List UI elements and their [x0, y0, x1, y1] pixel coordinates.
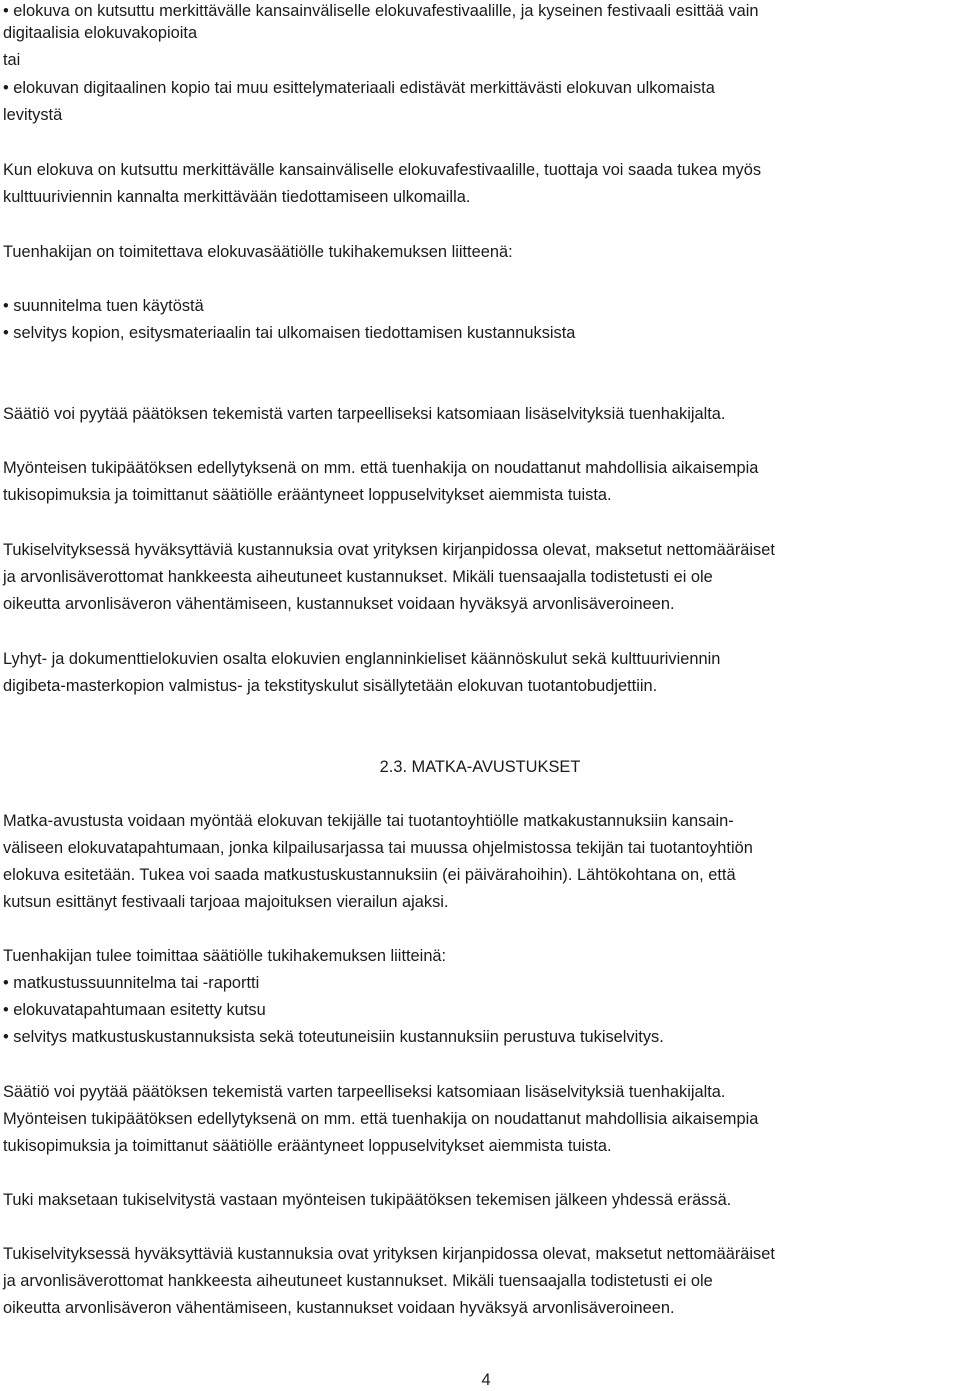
paragraph-line: väliseen elokuvatapahtumaan, jonka kilpailusarjassa tai muussa ohjelmistossa tekijän tai tuotantoyhtiön [3, 839, 753, 857]
paragraph-line: elokuva esitetään. Tukea voi saada matkustuskustannuksiin (ei päivärahoihin). Lähtökohtana on, että [3, 866, 736, 884]
paragraph-line: Lyhyt- ja dokumenttielokuvien osalta elokuvien englanninkieliset käännöskulut sekä kulttuuriviennin [3, 650, 721, 668]
paragraph-line: Tuenhakijan tulee toimittaa säätiölle tukihakemuksen liitteinä: [3, 947, 447, 965]
page-number: 4 [481, 1371, 491, 1389]
paragraph-line: Myönteisen tukipäätöksen edellytyksenä on mm. että tuenhakija on noudattanut mahdollisia aikaisempia [3, 459, 759, 477]
paragraph-line: kulttuuriviennin kannalta merkittävään tiedottamiseen ulkomailla. [3, 188, 471, 206]
bullet-item: • selvitys kopion, esitysmateriaalin tai ulkomaisen tiedottamisen kustannuksista [3, 324, 576, 342]
paragraph-line: Tuenhakijan on toimitettava elokuvasäätiölle tukihakemuksen liitteenä: [3, 243, 513, 261]
bullet-item: • selvitys matkustuskustannuksista sekä toteutuneisiin kustannuksiin perustuva tukiselvitys. [3, 1028, 664, 1046]
paragraph-line: Tuki maksetaan tukiselvitystä vastaan myönteisen tukipäätöksen tekemisen jälkeen yhdessä erässä. [3, 1191, 732, 1209]
bullet-item: • suunnitelma tuen käytöstä [3, 297, 204, 315]
paragraph-line: Myönteisen tukipäätöksen edellytyksenä on mm. että tuenhakija on noudattanut mahdollisia aikaisempia [3, 1110, 759, 1128]
section-heading: 2.3. MATKA-AVUSTUKSET [379, 758, 581, 776]
text-line: digitaalisia elokuvakopioita [3, 24, 198, 42]
text-line: levitystä [3, 106, 63, 124]
paragraph-line: oikeutta arvonlisäveron vähentämiseen, kustannukset voidaan hyväksyä arvonlisäveroineen. [3, 1299, 675, 1317]
text-line: tai [3, 51, 21, 69]
paragraph-line: digibeta-masterkopion valmistus- ja tekstityskulut sisällytetään elokuvan tuotantobudjettiin. [3, 677, 658, 695]
paragraph-line: tukisopimuksia ja toimittanut säätiölle erääntyneet loppuselvitykset aiemmista tuista. [3, 486, 612, 504]
bullet-item: • elokuvan digitaalinen kopio tai muu esittelymateriaali edistävät merkittävästi elokuvan ulkomaista [3, 79, 715, 97]
paragraph-line: ja arvonlisäverottomat hankkeesta aiheutuneet kustannukset. Mikäli tuensaajalla todistetusti ei ole [3, 1272, 713, 1290]
paragraph-line: Matka-avustusta voidaan myöntää elokuvan tekijälle tai tuotantoyhtiölle matkakustannuksiin kansain- [3, 812, 734, 830]
paragraph-line: Säätiö voi pyytää päätöksen tekemistä varten tarpeelliseksi katsomiaan lisäselvityksiä tuenhakijalta. [3, 1083, 726, 1101]
paragraph-line: Tukiselvityksessä hyväksyttäviä kustannuksia ovat yrityksen kirjanpidossa olevat, maksetut nettomääräiset [3, 541, 775, 559]
bullet-item: • matkustussuunnitelma tai -raportti [3, 974, 260, 992]
paragraph-line: tukisopimuksia ja toimittanut säätiölle erääntyneet loppuselvitykset aiemmista tuista. [3, 1137, 612, 1155]
paragraph-line: Tukiselvityksessä hyväksyttäviä kustannuksia ovat yrityksen kirjanpidossa olevat, maksetut nettomääräiset [3, 1245, 775, 1263]
paragraph-line: ja arvonlisäverottomat hankkeesta aiheutuneet kustannukset. Mikäli tuensaajalla todistetusti ei ole [3, 568, 713, 586]
paragraph-line: oikeutta arvonlisäveron vähentämiseen, kustannukset voidaan hyväksyä arvonlisäveroineen. [3, 595, 675, 613]
paragraph-line: Kun elokuva on kutsuttu merkittävälle kansainväliselle elokuvafestivaalille, tuottaja voi saada tukea myös [3, 161, 762, 179]
bullet-item: • elokuva on kutsuttu merkittävälle kansainväliselle elokuvafestivaalille, ja kyseinen festivaali esittää vain [3, 2, 759, 20]
paragraph-line: kutsun esittänyt festivaali tarjoaa majoituksen vierailun ajaksi. [3, 893, 449, 911]
bullet-item: • elokuvatapahtumaan esitetty kutsu [3, 1001, 266, 1019]
paragraph-line: Säätiö voi pyytää päätöksen tekemistä varten tarpeelliseksi katsomiaan lisäselvityksiä tuenhakijalta. [3, 405, 726, 423]
